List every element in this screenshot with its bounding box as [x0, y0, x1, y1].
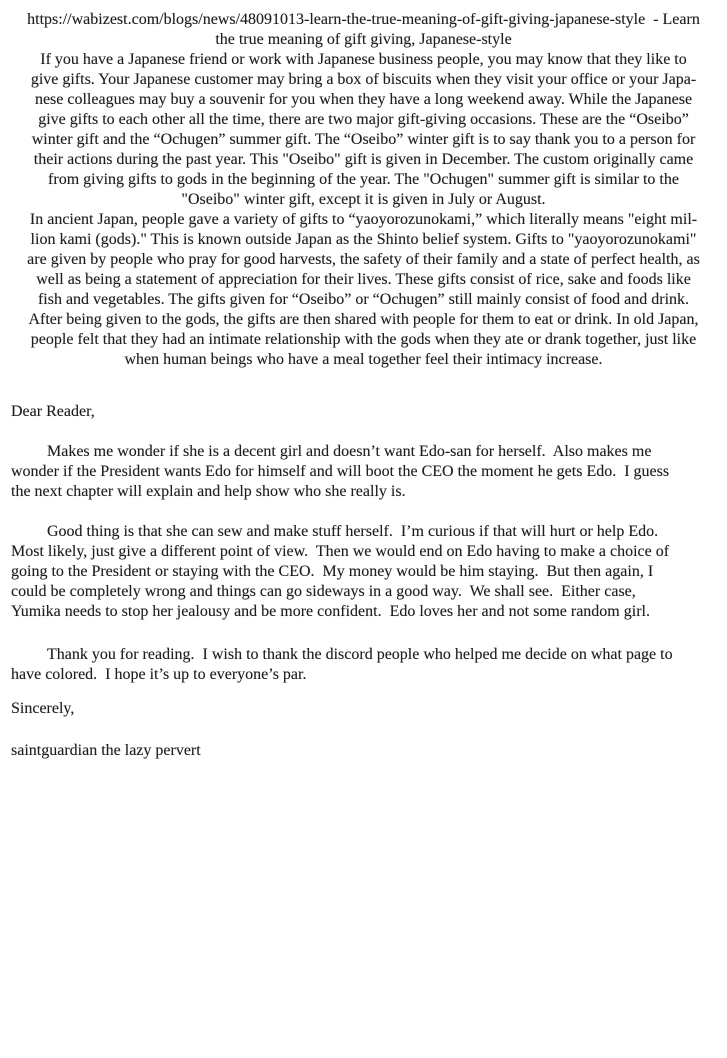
text-line: give gifts to each other all the time, there are two major gift-giving occasions. These are the “Oseibo”: [38, 111, 689, 128]
text-line: winter gift and the “Ochugen” summer gift. The “Oseibo” winter gift is to say thank you to a person for: [31, 131, 696, 148]
text-line: are given by people who pray for good harvests, the safety of their family and a state of perfect health, as: [27, 251, 700, 268]
text-line: well as being a statement of appreciation for their lives. These gifts consist of rice, sake and foods like: [36, 271, 691, 288]
article-header: [11, 10, 716, 50]
text-line: going to the President or staying with the CEO. My money would be him staying. But then again, I: [11, 563, 654, 580]
text-line: their actions during the past year. This "Oseibo" gift is given in December. The custom originally came: [33, 151, 694, 168]
text-line: After being given to the gods, the gifts are then shared with people for them to eat or drink. In old Japan,: [28, 311, 699, 328]
reader-letter: [11, 402, 716, 761]
text-line: the true meaning of gift giving, Japanese-style: [215, 31, 512, 48]
text-line: wonder if the President wants Edo for himself and will boot the CEO the moment he gets Edo. I guess: [11, 463, 670, 480]
letter-paragraph-3: [11, 645, 716, 685]
text-line: Most likely, just give a different point of view. Then we would end on Edo having to make a choice of: [11, 543, 670, 560]
letter-paragraph-2: [11, 522, 716, 622]
text-line: people felt that they had an intimate relationship with the gods when they ate or drank together, just like: [30, 331, 697, 348]
text-line: nese colleagues may buy a souvenir for you when they have a long weekend away. While the Japanese: [34, 91, 693, 108]
letter-closing: Sincerely,: [11, 700, 75, 717]
text-line: Makes me wonder if she is a decent girl and doesn’t want Edo-san for herself. Also makes me: [47, 443, 652, 460]
text-line: Good thing is that she can sew and make stuff herself. I’m curious if that will hurt or help Edo.: [47, 523, 659, 540]
text-line: the next chapter will explain and help show who she really is.: [11, 483, 406, 500]
text-line: https://wabizest.com/blogs/news/48091013-learn-the-true-meaning-of-gift-giving-japanese-style - Learn: [27, 11, 700, 28]
text-line: lion kami (gods)." This is known outside Japan as the Shinto belief system. Gifts to "yaoyorozunokami": [30, 231, 697, 248]
text-line: fish and vegetables. The gifts given for “Oseibo” or “Ochugen” still mainly consist of food and drink.: [37, 291, 690, 308]
text-line: Yumika needs to stop her jealousy and be more confident. Edo loves her and not some random girl.: [11, 603, 650, 620]
letter-paragraph-1: [11, 442, 716, 502]
article-intro-paragraph: [11, 50, 716, 210]
text-line: from giving gifts to gods in the beginning of the year. The "Ochugen" summer gift is similar to the: [48, 171, 679, 188]
letter-salutation: Dear Reader,: [11, 403, 95, 420]
text-line: If you have a Japanese friend or work with Japanese business people, you may know that they like to: [40, 51, 687, 68]
article-history-paragraph: [11, 210, 716, 370]
text-line: have colored. I hope it’s up to everyone’s par.: [11, 666, 307, 683]
text-line: Thank you for reading. I wish to thank the discord people who helped me decide on what page to: [47, 646, 673, 663]
text-line: In ancient Japan, people gave a variety of gifts to “yaoyorozunokami,” which literally means "eight mil-: [29, 211, 698, 228]
text-line: when human beings who have a meal together feel their intimacy increase.: [124, 351, 603, 368]
text-line: "Oseibo" winter gift, except it is given in July or August.: [181, 191, 546, 208]
text-line: give gifts. Your Japanese customer may bring a box of biscuits when they visit your office or your Japa-: [30, 71, 697, 88]
letter-signature: saintguardian the lazy pervert: [11, 742, 201, 759]
text-line: could be completely wrong and things can go sideways in a good way. We shall see. Either case,: [11, 583, 636, 600]
